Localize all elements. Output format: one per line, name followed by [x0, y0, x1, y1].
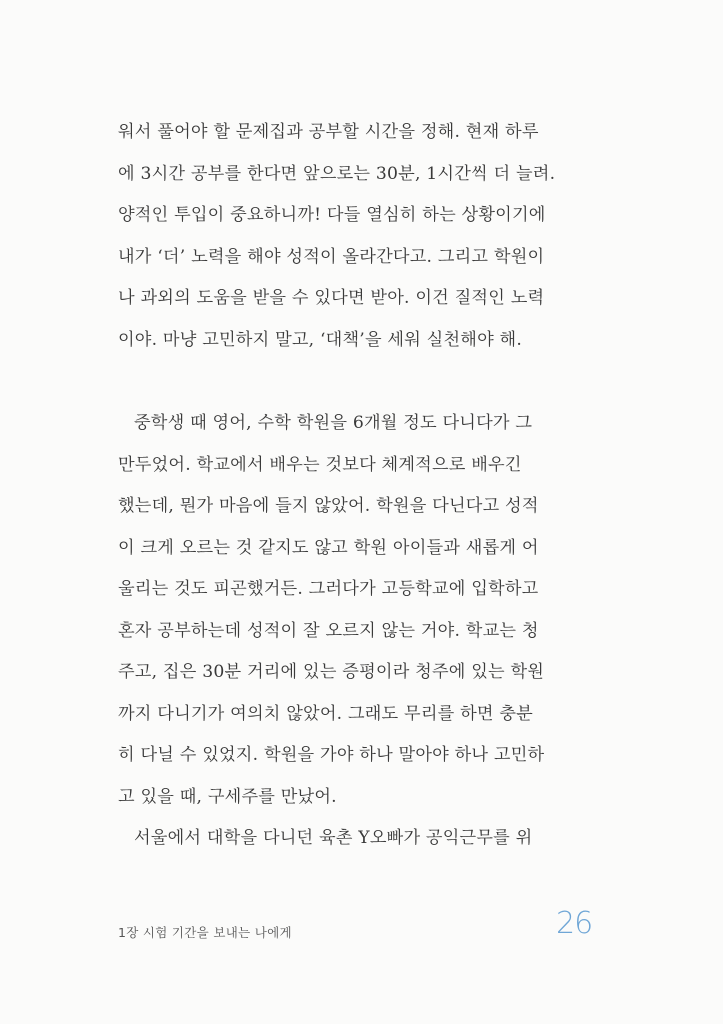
text-line: 고 있을 때, 구세주를 만났어. — [118, 786, 337, 807]
paragraph-3 — [118, 818, 588, 860]
text-line: 내가 ‘더’ 노력을 해야 성적이 올라간다고. 그리고 학원이 — [118, 246, 545, 267]
text-line: 주고, 집은 30분 거리에 있는 증평이라 청주에 있는 학원 — [118, 662, 545, 682]
text-line: 이야. 마냥 고민하지 말고, ‘대책’을 세워 실천해야 해. — [118, 329, 523, 350]
text-line: 서울에서 대학을 다니던 육촌 Y오빠가 공익근무를 위 — [134, 828, 533, 848]
text-line: 만두었어. 학교에서 배우는 것보다 체계적으로 배우긴 — [118, 454, 522, 475]
body-text — [118, 112, 588, 860]
text-line: 혼자 공부하는데 성적이 잘 오르지 않는 거야. 학교는 청 — [118, 620, 539, 641]
page-number: 26 — [556, 906, 593, 941]
text-line: 했는데, 뭔가 마음에 들지 않았어. 학원을 다닌다고 성적 — [118, 496, 539, 516]
running-footer-chapter: 1장 시험 기간을 보내는 나에게 — [118, 925, 292, 940]
paragraph-2 — [118, 403, 588, 818]
text-line: 나 과외의 도움을 받을 수 있다면 받아. 이건 질적인 노력 — [118, 288, 545, 308]
text-line: 워서 풀어야 할 문제집과 공부할 시간을 정해. 현재 하루 — [118, 122, 539, 142]
text-line: 히 다닐 수 있었지. 학원을 가야 하나 말아야 하나 고민하 — [118, 745, 545, 765]
text-line: 에 3시간 공부를 한다면 앞으로는 30분, 1시간씩 더 늘려. — [118, 163, 556, 184]
paragraph-1 — [118, 112, 588, 361]
text-line: 이 크게 오르는 것 같지도 않고 학원 아이들과 새롭게 어 — [118, 537, 539, 558]
paragraph-gap — [118, 361, 588, 403]
text-line: 중학생 때 영어, 수학 학원을 6개월 정도 다니다가 그 — [134, 413, 533, 433]
text-line: 울리는 것도 피곤했거든. 그러다가 고등학교에 입학하고 — [118, 579, 539, 599]
text-line: 양적인 투입이 중요하니까! 다들 열심히 하는 상황이기에 — [118, 205, 546, 225]
text-line: 까지 다니기가 여의치 않았어. 그래도 무리를 하면 충분 — [118, 703, 533, 724]
